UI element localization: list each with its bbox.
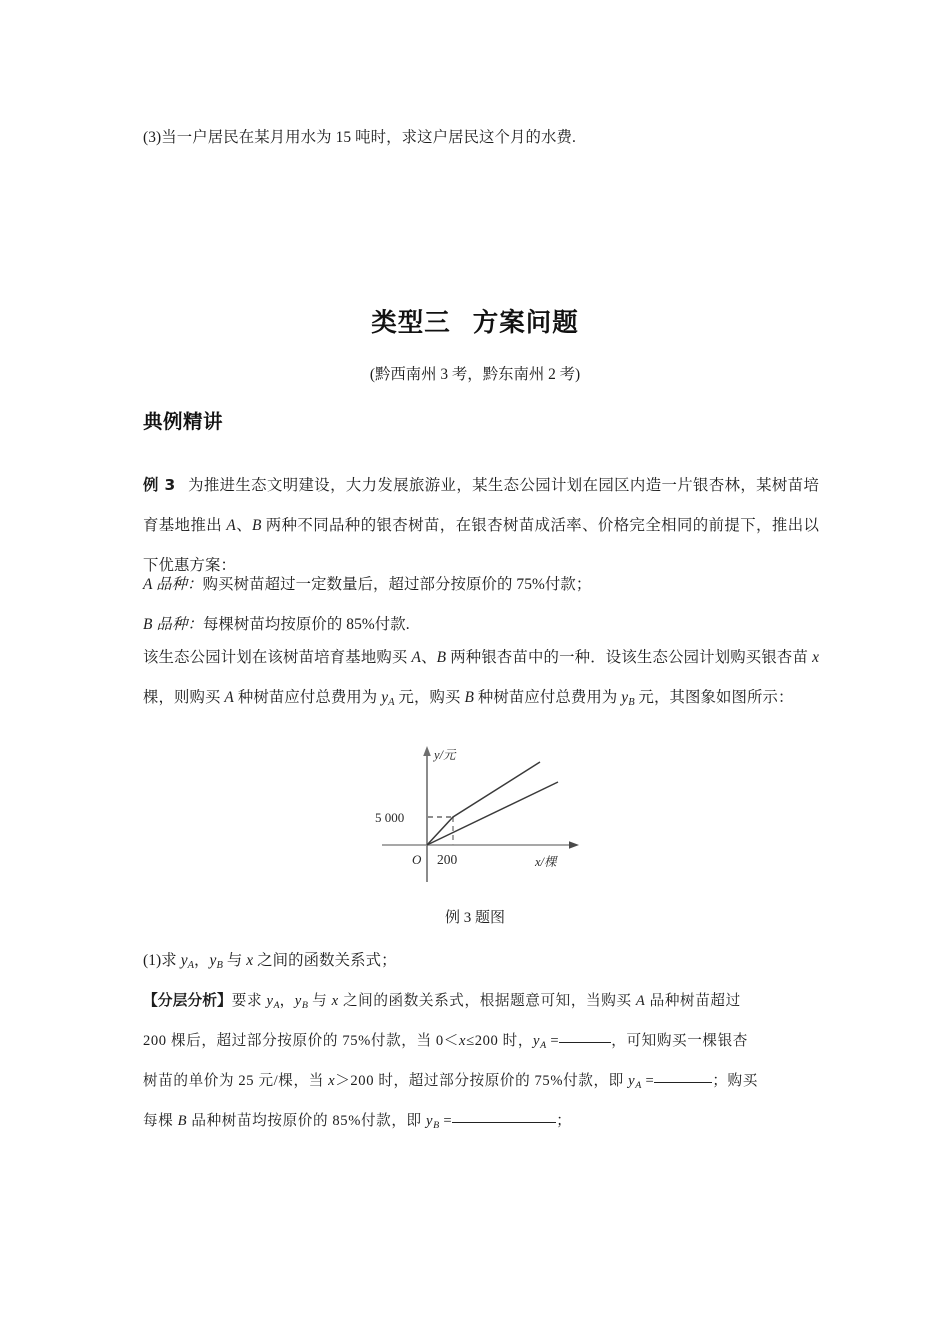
plan-b-label: B 品种：: [143, 616, 203, 633]
series-line-ya: [427, 762, 540, 845]
y-tick-label-5000: 5 000: [375, 810, 405, 825]
previous-question-line: (3)当一户居民在某月用水为 15 吨时，求这户居民这个月的水费.: [143, 129, 576, 146]
page-title: [0, 303, 950, 339]
analysis-line-2-text-b: ，可知购买一棵银杏: [611, 1033, 748, 1049]
analysis-line-4-text-b: ；: [556, 1113, 572, 1129]
x-tick-label-200: 200: [437, 852, 458, 867]
plan-b-text: 每棵树苗均按原价的 85%付款.: [202, 616, 410, 633]
plan-a-text: 购买树苗超过一定数量后，超过部分按原价的 75%付款；: [202, 576, 592, 593]
origin-label: O: [412, 852, 422, 867]
analysis-line-3-text-a: 树苗的单价为 25 元/棵，当 x＞200 时，超过部分按原价的 75%付款，即 $y_A$ =: [143, 1073, 655, 1091]
example-label: 例 3: [143, 476, 176, 494]
analysis-line-4: [143, 1101, 819, 1146]
analysis-line-1: [143, 981, 819, 1026]
section-heading: 典例精讲: [143, 410, 224, 433]
answer-blank-yb[interactable]: [452, 1122, 556, 1123]
analysis-heading: 【分层分析】: [143, 992, 232, 1009]
exam-frequency-note: (黔西南州 3 考，黔东南州 2 考): [369, 366, 581, 383]
example-figure: [368, 742, 600, 890]
type-label: 类型三: [371, 308, 451, 338]
analysis-line-2-text-a: 200 棵后，超过部分按原价的 75%付款，当 0＜x≤200 时，$y_A$ =: [143, 1033, 560, 1051]
function-graph-svg: [368, 742, 600, 890]
plan-a-line: [143, 565, 819, 605]
y-axis-arrow: [423, 746, 431, 756]
analysis-line-3: [143, 1061, 819, 1106]
analysis-line-4-text-a: 每棵 B 品种树苗均按原价的 85%付款，即 $y_B$ =: [143, 1113, 453, 1131]
analysis-line-2: [143, 1021, 819, 1066]
type-title: 方案问题: [472, 308, 579, 338]
analysis-line-1-text: 要求 $y_A$，$y_B$ 与 x 之间的函数关系式，根据题意可知，当购买 A 品种树苗超过: [231, 993, 741, 1011]
figure-caption: 例 3 题图: [444, 910, 505, 926]
y-axis-label: y/元: [434, 748, 456, 762]
subquestion-1: (1)求 $y_A$，$y_B$ 与 x 之间的函数关系式；: [143, 952, 397, 971]
analysis-line-3-text-b: ；购买: [712, 1073, 758, 1089]
example-paragraph-2: 该生态公园计划在该树苗培育基地购买 A、B 两种银杏苗中的一种．设该生态公园计划购买银杏苗 x 棵，则购买 A 种树苗应付总费用为 $y_A$ 元，购买 B 种树苗应付总费用为 $y_B$ 元，其图象如图所示：: [143, 649, 819, 708]
x-axis-arrow: [569, 841, 579, 849]
plan-a-label: A 品种：: [143, 576, 203, 593]
answer-blank-ya-segment1[interactable]: [559, 1042, 611, 1043]
example-paragraph-1-text: 为推进生态文明建设，大力发展旅游业，某生态公园计划在园区内造一片银杏林，某树苗培育基地推出 A、B 两种不同品种的银杏树苗，在银杏树苗成活率、价格完全相同的前提下，推出以下优惠方案：: [143, 477, 819, 574]
answer-blank-ya-segment2[interactable]: [654, 1082, 712, 1083]
x-axis-label: x/棵: [535, 855, 557, 869]
